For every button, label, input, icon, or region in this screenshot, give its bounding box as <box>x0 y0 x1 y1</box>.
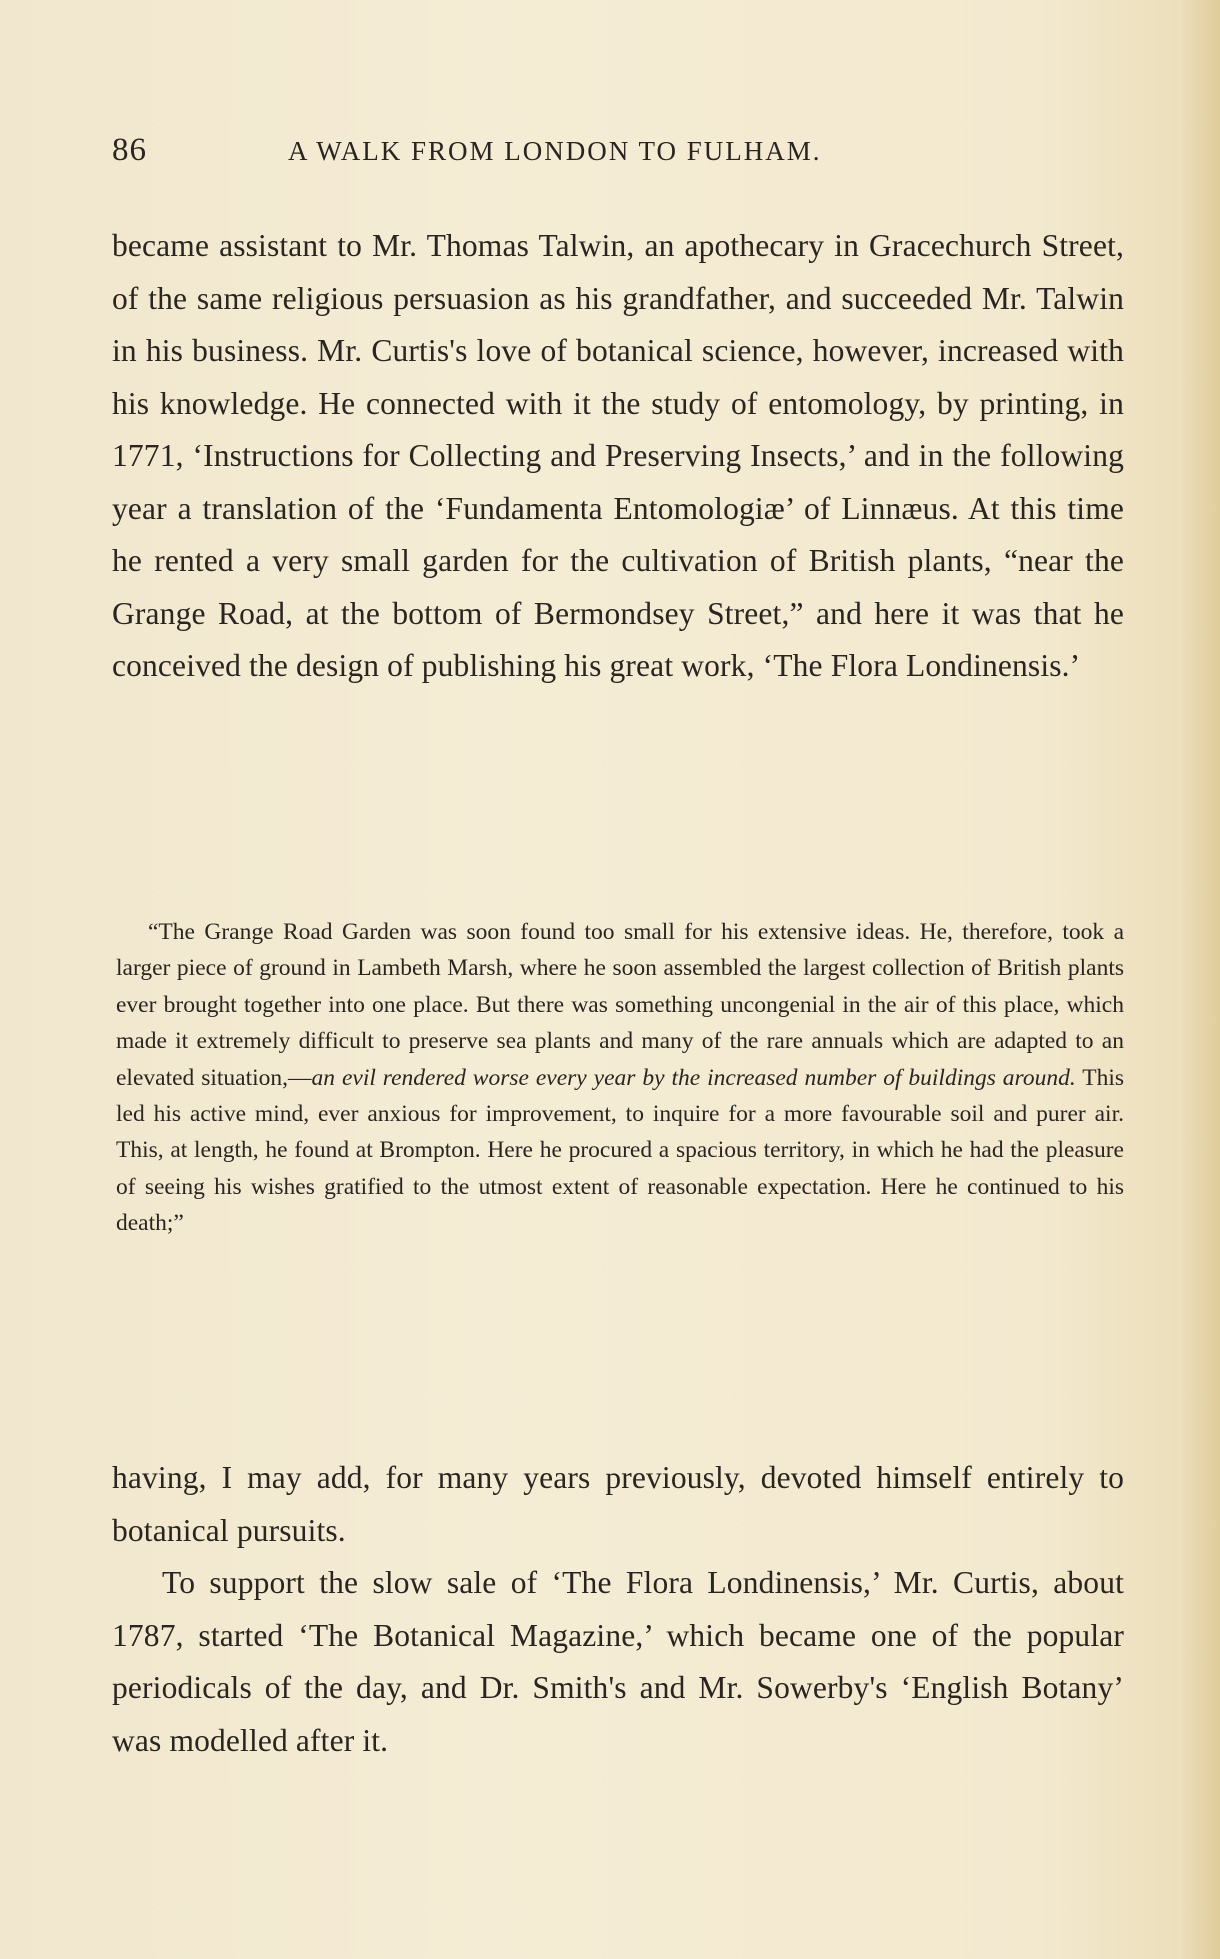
paragraph-1: became assistant to Mr. Thomas Talwin, an apothecary in Gracechurch Street, of the same religious persuasion as his grandfather, and succeeded Mr. Talwin in his business. Mr. Curtis's love of botanical science, however, increased with his knowledge. He connected with it the study of entomology, by printing, in 1771, ‘Instructions for Collecting and Preserving Insects,’ and in the following year a translation of the ‘Fundamenta Entomologiæ’ of Linnæus. At this time he rented a very small garden for the cultivation of British plants, “near the Grange Road, at the bottom of Bermondsey Street,” and here it was that he conceived the design of publishing his great work, ‘The Flora Londinensis.’ <box>112 228 1124 683</box>
running-title: A WALK FROM LONDON TO FULHAM. <box>288 136 822 166</box>
main-text-block <box>112 220 1124 693</box>
page-header <box>112 132 942 172</box>
paragraph-2: having, I may add, for many years previously, devoted himself entirely to botanical pursuits. <box>112 1460 1124 1548</box>
closing-text-block <box>112 1452 1124 1767</box>
paragraph-3: To support the slow sale of ‘The Flora Londinensis,’ Mr. Curtis, about 1787, started ‘The Botanical Magazine,’ which became one of the popular periodicals of the day, and Dr. Smith's and Mr. Sowerby's ‘English Botany’ was modelled after it. <box>112 1565 1124 1758</box>
quote-text-part-1: “The Grange Road Garden was soon found too small for his extensive ideas. He, therefore, took a larger piece of ground in Lambeth Marsh, where he soon assembled the largest collection of British plants ever brought together into one place. But there was something uncongenial in the air of this place, which made it extremely difficult to preserve sea plants and many of the rare annuals which are adapted to an elevated situation,— <box>116 919 1124 1091</box>
page-number: 86 <box>112 132 147 168</box>
quote-italic-text: an evil rendered worse every year by the increased number of buildings around. <box>311 1064 1076 1091</box>
block-quote <box>116 914 1124 1242</box>
quote-paragraph <box>116 914 1124 1242</box>
page-edge-shading <box>1180 0 1220 1959</box>
quote-text-part-2: This led his active mind, ever anxious for improvement, to inquire for a more favourable soil and purer air. This, at length, he found at Brompton. Here he procured a spacious territory, in which he had the pleasure of seeing his wishes gratified to the utmost extent of reasonable expectation. Here he continued to his death;” <box>116 1064 1124 1237</box>
